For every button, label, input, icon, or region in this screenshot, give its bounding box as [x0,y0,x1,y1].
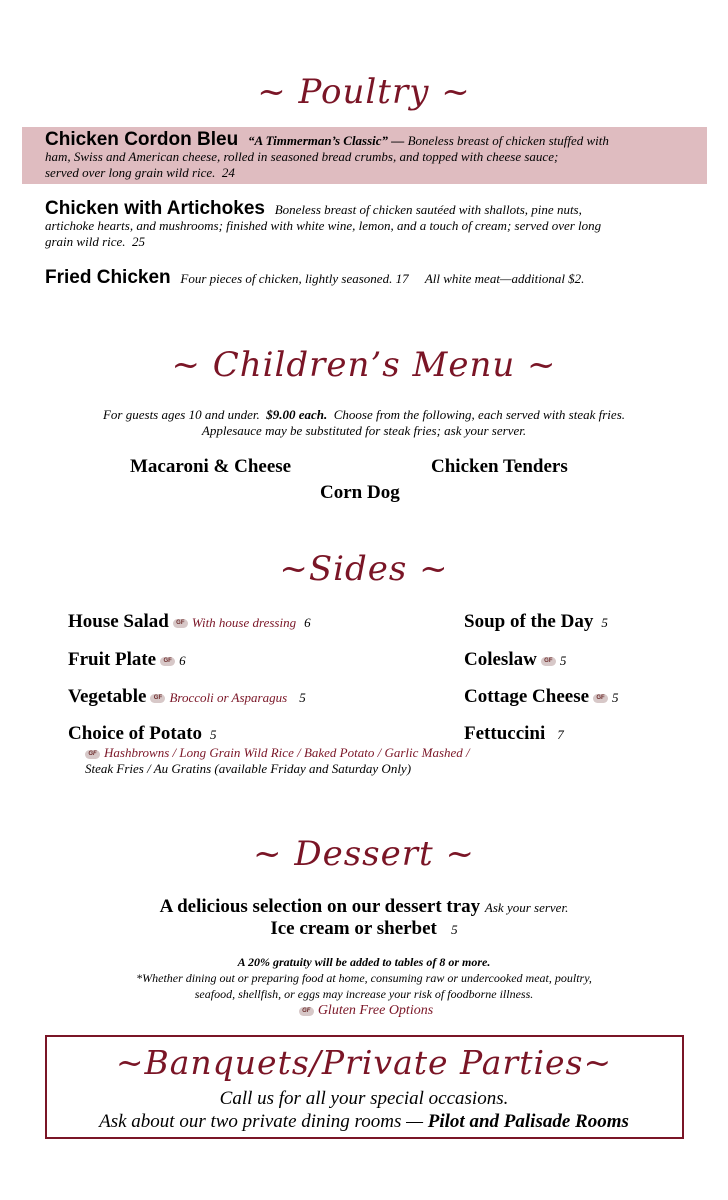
item-description: artichoke hearts, and mushrooms; finished with white wine, lemon, and a touch of cream; served over long [45,218,602,233]
item-description: grain wild rice. [45,234,126,249]
side-name: Soup of the Day [464,611,594,632]
gluten-free-legend: Gluten Free Options [317,1003,434,1018]
gluten-free-icon: GF [160,657,175,666]
gluten-free-icon: GF [150,694,165,703]
item-description: served over long grain wild rice. [45,165,216,180]
side-name: Fruit Plate [68,649,157,670]
banquet-text: Ask about our two private dining rooms — [99,1111,424,1132]
intro-text: Applesauce may be substituted for steak fries; ask your server. [201,423,527,438]
intro-text: For guests ages 10 and under. [102,407,260,422]
side-coleslaw [464,649,566,671]
item-name: Chicken Cordon Bleu [45,129,239,150]
side-fettuccini [464,723,564,745]
side-cottage-cheese [464,686,619,708]
side-price: 6 [304,615,311,630]
side-price: 5 [210,727,217,742]
intro-text: Choose from the following, each served with steak fries. [333,407,625,422]
gluten-free-icon: GF [85,750,100,759]
side-price: 5 [299,690,306,705]
item-description: Four pieces of chicken, lightly seasoned. [180,271,393,286]
side-soup-of-the-day [464,611,608,633]
item-description: Boneless breast of chicken sautéed with shallots, pine nuts, [274,202,582,217]
kids-item-corn-dog: Corn Dog [320,482,400,503]
side-price: 5 [559,653,567,668]
banquet-line-1: Call us for all your special occasions. [219,1088,509,1109]
foodborne-warning: *Whether dining out or preparing food at home, consuming raw or undercooked meat, poultry, [136,971,592,985]
side-choice-of-potato [68,723,217,745]
side-price: 7 [557,727,564,742]
sides-heading: ~Sides ~ [279,549,449,589]
foodborne-warning: seafood, shellfish, or eggs may increase your risk of foodborne illness. [194,987,534,1001]
side-name: Vegetable [68,686,147,707]
side-name: House Salad [68,611,169,632]
side-fruit-plate [68,649,186,671]
menu-item-chicken-cordon-bleu [45,129,705,181]
dessert-ice-cream [0,918,728,940]
poultry-heading: ~ Poultry ~ [257,72,471,112]
item-description: ham, Swiss and American cheese, rolled in seasoned bread crumbs, and topped with cheese sauce; [45,149,559,164]
potato-options-text: Steak Fries / Au Gratins (available Friday and Saturday Only) [85,761,412,776]
item-tagline: “A Timmerman’s Classic” — [247,133,405,148]
banquet-rooms: Pilot and Palisade Rooms [427,1111,629,1132]
ice-cream-text: Ice cream or sherbet [270,918,437,939]
item-name: Fried Chicken [45,267,171,288]
kids-item-macaroni: Macaroni & Cheese [130,456,292,477]
potato-options [85,745,470,777]
side-note: With house dressing [191,615,297,630]
side-name: Coleslaw [464,649,537,670]
side-price: 5 [612,690,619,705]
dessert-tray-note: Ask your server. [484,900,569,915]
side-price: 6 [179,653,186,668]
dessert-tray [0,896,728,918]
dessert-heading: ~ Dessert ~ [253,834,475,874]
childrens-menu-heading: ~ Children’s Menu ~ [171,345,557,385]
menu-notes [0,954,728,1019]
potato-options-text: Hashbrowns / Long Grain Wild Rice / Baked Potato / Garlic Mashed / [104,745,470,760]
gluten-free-icon: GF [593,694,608,703]
item-price: 24 [221,165,235,180]
kids-price: $9.00 each. [266,407,328,422]
item-name: Chicken with Artichokes [45,198,265,219]
banquet-line-2 [0,1111,728,1133]
side-name: Cottage Cheese [464,686,590,707]
side-note: Broccoli or Asparagus [169,690,288,705]
item-price: 25 [132,234,146,249]
item-price: 17 [395,271,409,286]
kids-item-chicken-tenders: Chicken Tenders [431,456,568,477]
menu-item-chicken-artichokes [45,198,705,250]
childrens-menu-intro [0,407,728,439]
menu-item-fried-chicken [45,267,705,288]
side-house-salad [68,611,311,633]
dessert-tray-text: A delicious selection on our dessert tray [159,896,481,917]
banquet-heading: ~Banquets/Private Parties~ [115,1043,613,1082]
item-note: All white meat—additional $2. [424,271,585,286]
side-name: Choice of Potato [68,723,203,744]
gluten-free-icon: GF [173,619,188,628]
gluten-free-icon: GF [541,657,556,666]
side-vegetable [68,686,306,708]
gluten-free-icon: GF [299,1007,314,1016]
gratuity-note: A 20% gratuity will be added to tables of 8 or more. [237,955,491,969]
side-name: Fettuccini [464,723,546,744]
item-description: Boneless breast of chicken stuffed with [407,133,609,148]
ice-cream-price: 5 [451,922,458,937]
side-price: 5 [601,615,608,630]
